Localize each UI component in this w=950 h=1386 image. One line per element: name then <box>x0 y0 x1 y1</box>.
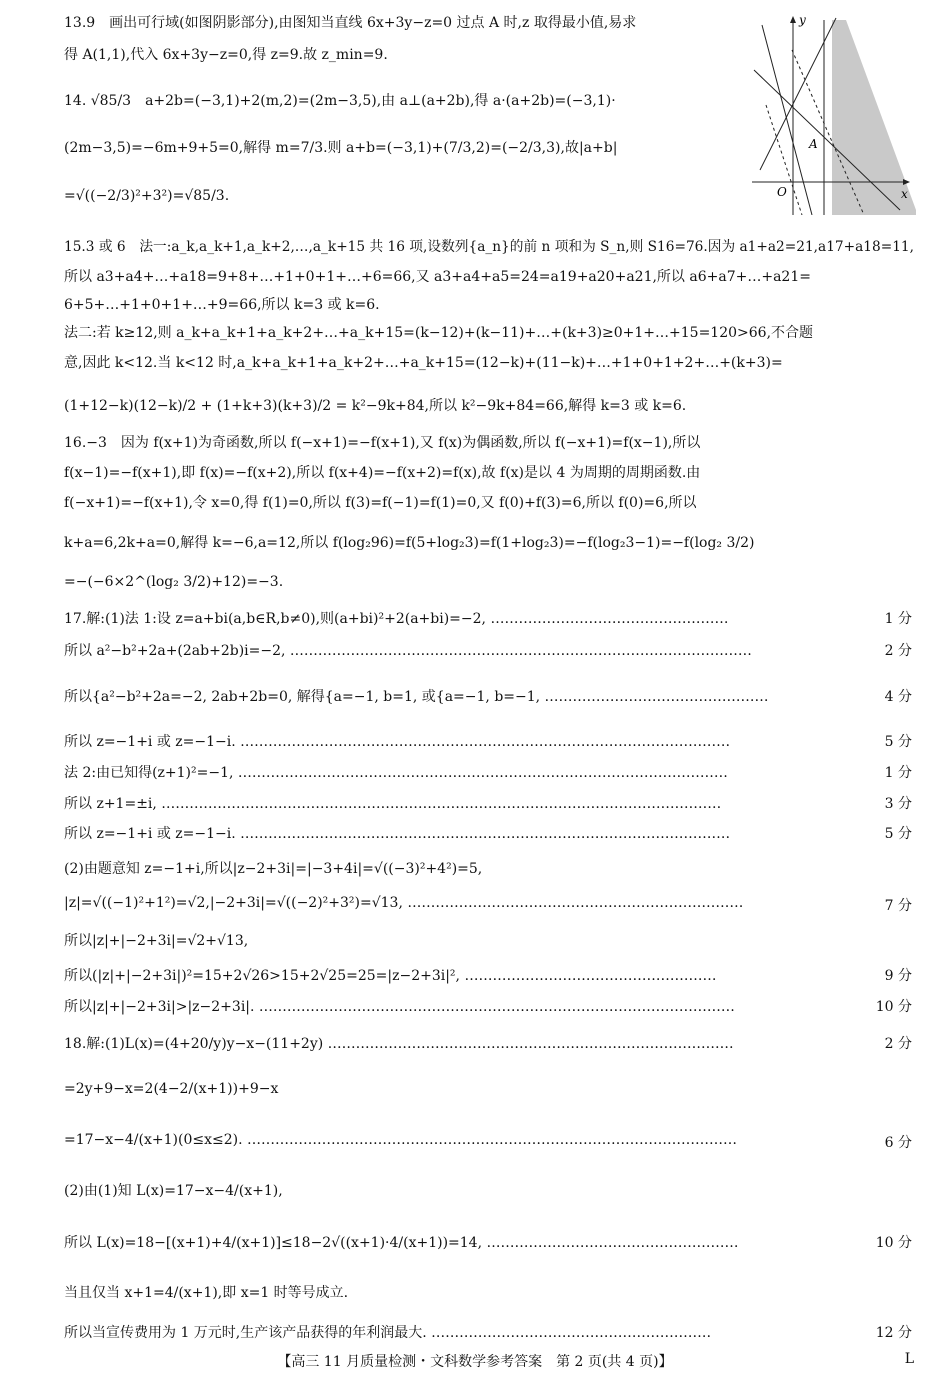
answer-text: =17−x−4/(x+1)(0≤x≤2). …………………………………………………………………………………………… <box>64 1132 737 1148</box>
answer-text: 15.3 或 6 法一:a_k,a_k+1,a_k+2,…,a_k+15 共 16 项,设数列{a_n}的前 n 项和为 S_n,则 S16=76.因为 a1+a2=21,a17+a18=11, <box>64 239 914 255</box>
answer-line-14-cont <box>64 137 617 157</box>
x-axis-label: x <box>901 187 908 201</box>
feasible-region-graph <box>752 10 916 215</box>
answer-text: =√((−2/3)²+3²)=√85/3. <box>64 188 230 204</box>
answer-text: 18.解:(1)L(x)=(4+20/y)y−x−(11+2y) …………………………………………………………………………… <box>64 1036 734 1052</box>
answer-line-18-5 <box>64 1232 739 1252</box>
score-label: 1 分 <box>884 611 912 627</box>
score-label: 4 分 <box>884 689 912 705</box>
answer-line-17-11 <box>64 965 716 985</box>
score-label: 5 分 <box>884 826 912 842</box>
answer-line-17-1 <box>64 608 728 628</box>
answer-line-15 <box>64 236 932 256</box>
answer-text: 所以 L(x)=18−[(x+1)+4/(x+1)]≤18−2√((x+1)·4/(x+1))=14, ……………………………………………… <box>64 1235 739 1251</box>
answer-text: 13.9 画出可行域(如图阴影部分),由图知当直线 6x+3y−z=0 过点 A 时,z 取得最小值,易求 <box>64 15 637 31</box>
score-label: 12 分 <box>875 1325 912 1341</box>
answer-text: 所以 z=−1+i 或 z=−1−i. …………………………………………………………………………………………… <box>64 734 731 750</box>
answer-line-17-12 <box>64 996 735 1016</box>
answer-line-13 <box>64 12 636 32</box>
answer-line-17-5 <box>64 762 728 782</box>
answer-text: 当且仅当 x+1=4/(x+1),即 x=1 时等号成立. <box>64 1285 349 1301</box>
y-axis-label: y <box>799 13 806 27</box>
score-label: 3 分 <box>884 796 912 812</box>
answer-text: |z|=√((−1)²+1²)=√2,|−2+3i|=√((−2)²+3²)=√13, ……………………………………………………………… <box>64 895 744 911</box>
answer-line-15-cont2 <box>64 294 380 314</box>
answer-line-16-cont3 <box>64 532 755 552</box>
answer-line-13-cont <box>64 44 388 64</box>
answer-line-18-1 <box>64 1033 734 1053</box>
answer-line-14 <box>64 90 616 110</box>
page-footer: 【高三 11 月质量检测・文科数学参考答案 第 2 页(共 4 页)】 <box>277 1354 673 1370</box>
answer-line-18-2 <box>64 1081 278 1097</box>
origin-label: O <box>777 185 787 199</box>
answer-text: f(−x+1)=−f(x+1),令 x=0,得 f(1)=0,所以 f(3)=f(−1)=f(1)=0,又 f(0)+f(3)=6,所以 f(0)=6,所以 <box>64 495 697 511</box>
answer-line-15-cont <box>64 266 811 286</box>
answer-text: (2m−3,5)=−6m+9+5=0,解得 m=7/3.则 a+b=(−3,1)+(7/3,2)=(−2/3,3),故|a+b| <box>64 140 618 156</box>
answer-line-17-8 <box>64 858 482 878</box>
answer-text: 6+5+…+1+0+1+…+9=66,所以 k=3 或 k=6. <box>64 297 380 313</box>
answer-text: 14. √85/3 a+2b=(−3,1)+2(m,2)=(2m−3,5),由 a⊥(a+2b),得 a·(a+2b)=(−3,1)· <box>64 93 616 109</box>
answer-line-14-cont2 <box>64 188 229 204</box>
answer-text: 所以 a3+a4+…+a18=9+8+…+1+0+1+…+6=66,又 a3+a4+a5=24=a19+a20+a21,所以 a6+a7+…+a21= <box>64 269 811 285</box>
answer-line-17-9 <box>64 895 743 911</box>
answer-text: f(x−1)=−f(x+1),即 f(x)=−f(x+2),所以 f(x+4)=−f(x+2)=f(x),故 f(x)是以 4 为周期的周期函数.由 <box>64 465 701 481</box>
answer-text: 得 A(1,1),代入 6x+3y−z=0,得 z=9.故 z_min=9. <box>64 47 388 63</box>
answer-text: 16.−3 因为 f(x+1)为奇函数,所以 f(−x+1)=−f(x+1),又 f(x)为偶函数,所以 f(−x+1)=f(x−1),所以 <box>64 435 701 451</box>
answer-line-17-7 <box>64 823 730 843</box>
score-label: 2 分 <box>884 1036 912 1052</box>
answer-line-17-3 <box>64 686 769 706</box>
answer-text: 意,因此 k<12.当 k<12 时,a_k+a_k+1+a_k+2+…+a_k+15=(12−k)+(11−k)+…+1+0+1+2+…+(k+3)= <box>64 355 783 371</box>
answer-text: k+a=6,2k+a=0,解得 k=−6,a=12,所以 f(log₂96)=f(5+log₂3)=f(1+log₂3)=−f(log₂3−1)=−f(log₂ 3/2) <box>64 535 755 551</box>
page-corner-mark: L <box>904 1351 914 1367</box>
answer-text: 法 2:由已知得(z+1)²=−1, …………………………………………………………………………………………… <box>64 765 728 781</box>
score-label: 5 分 <box>884 734 912 750</box>
point-a-label: A <box>809 137 818 151</box>
answer-line-17-2 <box>64 640 752 660</box>
answer-line-17-10 <box>64 930 248 950</box>
answer-text: 所以|z|+|−2+3i|>|z−2+3i|. ………………………………………………………………………………………… <box>64 999 735 1015</box>
answer-text: 法二:若 k≥12,则 a_k+a_k+1+a_k+2+…+a_k+15=(k−12)+(k−11)+…+(k+3)≥0+1+…+15=120>66,不合题 <box>64 325 814 341</box>
answer-line-18-7 <box>64 1322 711 1342</box>
answer-text: (2)由题意知 z=−1+i,所以|z−2+3i|=|−3+4i|=√((−3)²+4²)=5, <box>64 861 483 877</box>
score-label: 9 分 <box>884 968 912 984</box>
answer-text: 所以 z=−1+i 或 z=−1−i. …………………………………………………………………………………………… <box>64 826 731 842</box>
answer-line-18-3 <box>64 1132 737 1148</box>
answer-text: 所以{a²−b²+2a=−2, 2ab+2b=0, 解得{a=−1, b=1, 或{a=−1, b=−1, ………………………………………… <box>64 689 769 705</box>
answer-line-16 <box>64 432 700 452</box>
answer-text: (2)由(1)知 L(x)=17−x−4/(x+1), <box>64 1183 283 1199</box>
answer-line-15-m2b <box>64 352 783 372</box>
answer-text: =2y+9−x=2(4−2/(x+1))+9−x <box>64 1081 279 1097</box>
score-label: 6 分 <box>884 1135 912 1151</box>
answer-text: 所以(|z|+|−2+3i|)²=15+2√26>15+2√25=25=|z−2+3i|², ……………………………………………… <box>64 968 717 984</box>
answer-line-17-6 <box>64 793 721 813</box>
answer-line-17-4 <box>64 731 730 751</box>
answer-line-16-cont4 <box>64 574 283 590</box>
answer-line-15-m2 <box>64 322 813 342</box>
answer-text: 所以|z|+|−2+3i|=√2+√13, <box>64 933 249 949</box>
answer-text: 所以当宣传费用为 1 万元时,生产该产品获得的年利润最大. …………………………………………………… <box>64 1325 712 1341</box>
answer-text: =−(−6×2^(log₂ 3/2)+12)=−3. <box>64 574 284 590</box>
answer-line-18-4 <box>64 1180 283 1200</box>
answer-line-16-cont2 <box>64 492 697 512</box>
score-label: 10 分 <box>875 999 912 1015</box>
answer-text: 所以 a²−b²+2a+(2ab+2b)i=−2, ……………………………………………………………………………………… <box>64 643 752 659</box>
score-label: 1 分 <box>884 765 912 781</box>
answer-line-16-cont <box>64 462 700 482</box>
score-label: 2 分 <box>884 643 912 659</box>
score-label: 10 分 <box>875 1235 912 1251</box>
answer-line-18-6 <box>64 1282 348 1302</box>
answer-line-15-m2c <box>64 395 686 415</box>
score-label: 7 分 <box>884 898 912 914</box>
answer-text: 17.解:(1)法 1:设 z=a+bi(a,b∈R,b≠0),则(a+bi)²+2(a+bi)=−2, …………………………………………… <box>64 611 729 627</box>
answer-text: (1+12−k)(12−k)/2 + (1+k+3)(k+3)/2 = k²−9k+84,所以 k²−9k+84=66,解得 k=3 或 k=6. <box>64 398 687 414</box>
answer-text: 所以 z+1=±i, ………………………………………………………………………………………………………… <box>64 796 722 812</box>
